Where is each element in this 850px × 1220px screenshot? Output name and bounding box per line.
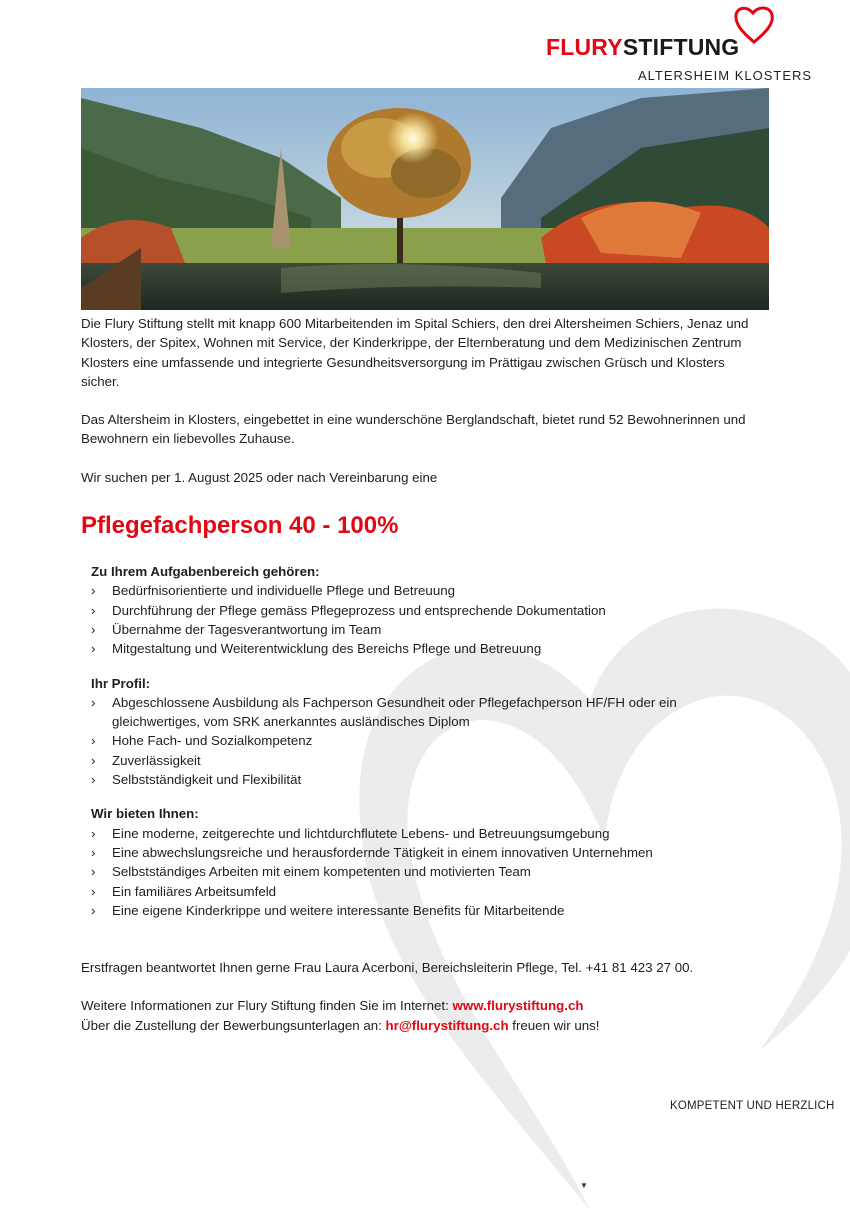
- list-item: › Durchführung der Pflege gemäss Pflegeprozess und entsprechende Dokumentation: [91, 601, 766, 620]
- logo-brand-red: FLURY: [546, 34, 623, 60]
- bullet-chevron-icon: ›: [91, 844, 96, 860]
- bullet-chevron-icon: ›: [91, 902, 96, 918]
- list-item: › Eine eigene Kinderkrippe und weitere interessante Benefits für Mitarbeitende: [91, 901, 766, 920]
- list-item: › Hohe Fach- und Sozialkompetenz: [91, 731, 766, 750]
- website-line: Weitere Informationen zur Flury Stiftung finden Sie im Internet: www.flurystiftung.ch: [81, 998, 584, 1014]
- page-down-icon: ▼: [580, 1181, 588, 1190]
- email-link[interactable]: hr@flurystiftung.ch: [385, 1017, 509, 1033]
- section-heading: Ihr Profil:: [91, 675, 151, 691]
- intro-paragraph-organisation: Die Flury Stiftung stellt mit knapp 600 Mitarbeitenden im Spital Schiers, den drei Altersheimen Schiers, Jenaz und Klosters, der Spitex, Wohnen mit Service, der Kinderkrippe, der Elternberatung und dem Medizinischen Zentrum Klosters eine umfassende und integrierte Gesundheitsversorgung im Prättigau zwischen Grüsch und Klosters sicher.: [81, 316, 749, 389]
- bullet-chevron-icon: ›: [91, 864, 96, 880]
- application-line: Über die Zustellung der Bewerbungsunterlagen an: hr@flurystiftung.ch freuen wir uns!: [81, 1017, 600, 1033]
- slogan: KOMPETENT UND HERZLICH: [670, 1100, 835, 1112]
- section-heading: Wir bieten Ihnen:: [91, 806, 199, 822]
- list-item: › Übernahme der Tagesverantwortung im Team: [91, 620, 766, 639]
- flury-stiftung-logo: [546, 4, 813, 86]
- section-offer: [91, 804, 766, 920]
- list-item: › Abgeschlossene Ausbildung als Fachperson Gesundheit oder Pflegefachperson HF/FH oder ein gleichwertiges, vom SRK anerkanntes ausländisches Diplom: [91, 694, 677, 730]
- logo-brand-black: STIFTUNG: [622, 34, 740, 60]
- bullet-chevron-icon: ›: [91, 621, 96, 637]
- intro-paragraph-home: Das Altersheim in Klosters, eingebettet in eine wunderschöne Berglandschaft, bietet rund 52 Bewohnerinnen und Bewohnern ein liebevolles Zuhause.: [81, 412, 746, 447]
- website-link[interactable]: www.flurystiftung.ch: [452, 998, 584, 1014]
- list-item: › Selbstständigkeit und Flexibilität: [91, 770, 766, 789]
- bullet-chevron-icon: ›: [91, 602, 96, 618]
- job-title: Pflegefachperson 40 - 100%: [81, 512, 399, 540]
- list-item: › Mitgestaltung und Weiterentwicklung des Bereichs Pflege und Betreuung: [91, 639, 766, 658]
- contact-paragraph: Erstfragen beantwortet Ihnen gerne Frau Laura Acerboni, Bereichsleiterin Pflege, Tel. +41 81 423 27 00.: [81, 960, 694, 976]
- bullet-chevron-icon: ›: [91, 694, 96, 710]
- job-ad-body: [81, 314, 766, 1035]
- bullet-chevron-icon: ›: [91, 752, 96, 768]
- logo-subtitle: ALTERSHEIM KLOSTERS: [638, 68, 813, 83]
- bullet-chevron-icon: ›: [91, 733, 96, 749]
- list-item: › Zuverlässigkeit: [91, 751, 766, 770]
- intro-paragraph-search: Wir suchen per 1. August 2025 oder nach Vereinbarung eine: [81, 469, 438, 485]
- bullet-chevron-icon: ›: [91, 883, 96, 899]
- list-item: › Selbstständiges Arbeiten mit einem kompetenten und motivierten Team: [91, 862, 766, 881]
- section-tasks: [91, 562, 766, 658]
- list-item: › Eine abwechslungsreiche und herausfordernde Tätigkeit in einem innovativen Unternehmen: [91, 843, 766, 862]
- bullet-chevron-icon: ›: [91, 641, 96, 657]
- list-item: › Ein familiäres Arbeitsumfeld: [91, 882, 766, 901]
- logo-wordmark: [546, 33, 739, 61]
- list-item: › Eine moderne, zeitgerechte und lichtdurchflutete Lebens- und Betreuungsumgebung: [91, 824, 766, 843]
- hero-image: [81, 88, 769, 310]
- list-item: › Bedürfnisorientierte und individuelle Pflege und Betreuung: [91, 581, 766, 600]
- bullet-chevron-icon: ›: [91, 825, 96, 841]
- bullet-chevron-icon: ›: [91, 583, 96, 599]
- section-profile: [91, 674, 766, 790]
- bullet-chevron-icon: ›: [91, 772, 96, 788]
- section-heading: Zu Ihrem Aufgabenbereich gehören:: [91, 564, 320, 580]
